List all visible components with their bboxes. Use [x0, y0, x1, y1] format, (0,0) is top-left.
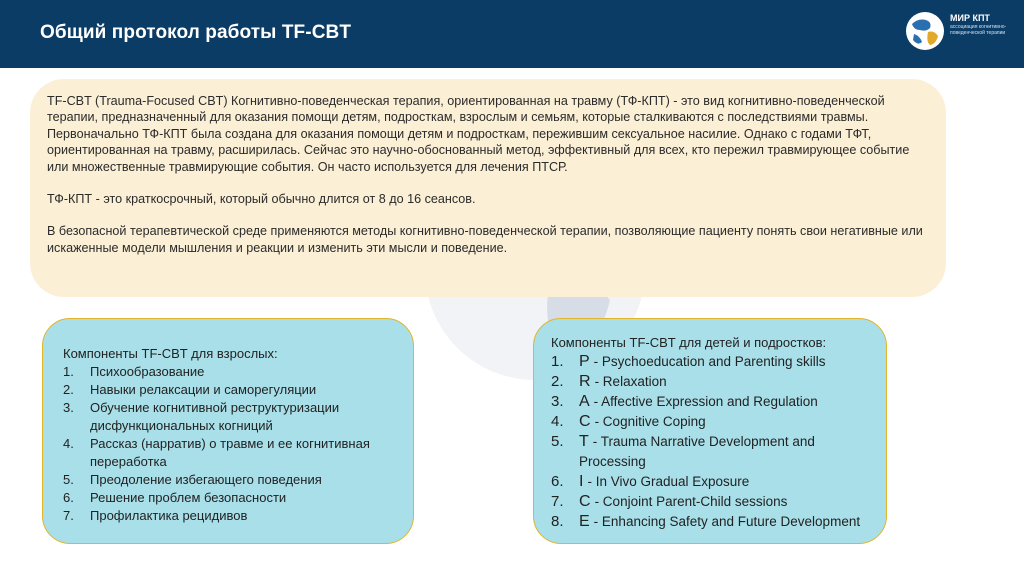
logo-text [950, 14, 1016, 36]
list-item-number: 7. [63, 508, 74, 523]
list-item [551, 392, 876, 412]
list-item-number: 1. [551, 353, 564, 370]
logo [904, 10, 1016, 58]
list-item [63, 399, 395, 435]
logo-subtitle: ассоциация когнитивно-поведенческой терапии [950, 24, 1007, 36]
list-item-number: 2. [63, 382, 74, 397]
list-item-text: Навыки релаксации и саморегуляции [90, 382, 317, 397]
intro-paragraph-3: ТФ-КПТ - это краткосрочный, который обычно длится от 8 до 16 сеансов. [47, 192, 476, 207]
list-item-letter: I [579, 473, 584, 490]
intro-panel [30, 79, 946, 297]
list-item-text: - In Vivo Gradual Exposure [587, 474, 750, 489]
list-item-letter: R [579, 373, 591, 390]
list-item [551, 492, 876, 512]
list-item [63, 381, 395, 399]
slide-header [0, 0, 1024, 68]
list-item-text: Психообразование [90, 364, 205, 379]
intro-definition: TF-CBT (Trauma-Focused CBT) Когнитивно-поведенческая терапия, ориентированная на травму (ТФ-КПТ) - [47, 94, 681, 108]
list-item-text: Преодоление избегающего поведения [90, 472, 322, 487]
list-item-text: - Psychoeducation and Parenting skills [593, 354, 826, 369]
list-item-number: 8. [551, 513, 564, 530]
list-item-number: 7. [551, 493, 564, 510]
children-components-list [551, 352, 876, 532]
adults-card-title: Компоненты TF-CBT для взрослых: [63, 346, 278, 361]
list-item [63, 471, 395, 489]
list-item [551, 372, 876, 392]
list-item-letter: T [579, 433, 589, 450]
globe-logo-icon [904, 10, 946, 52]
list-item-number: 3. [63, 400, 74, 415]
children-card-title: Компоненты TF-CBT для детей и подростков: [551, 335, 827, 350]
intro-paragraph-2: Первоначально ТФ-КПТ была создана для оказания помощи детям и подросткам, пережившим сексуальное насилие. Однако с годами ТФТ, ориентированная на травму, расширилась. Сейчас это научно-обоснованный метод, эффективный для всех, кто пережил травмирующее событие или множественные травмирующие события. Он часто используется для лечения ПТСР. [47, 126, 910, 174]
children-components-card [533, 318, 887, 544]
list-item [551, 432, 876, 472]
intro-definition-rest: это вид когнитивно-поведенческой терапии, предназначенный для оказания помощи детям, подросткам, взрослым и семьям, которые сталкиваются с последствиями травмы. [47, 94, 885, 125]
list-item-letter: P [579, 353, 590, 370]
list-item-text: - Trauma Narrative Development and Processing [579, 434, 815, 469]
list-item [63, 435, 395, 471]
list-item [63, 363, 395, 381]
list-item-number: 6. [63, 490, 74, 505]
list-item [551, 512, 876, 532]
list-item-text: - Conjoint Parent-Child sessions [594, 494, 788, 509]
list-item-text: Обучение когнитивной реструктуризации дисфункциональных когниций [90, 400, 340, 433]
list-item-number: 3. [551, 393, 564, 410]
adults-components-card [42, 318, 414, 544]
list-item-letter: C [579, 493, 591, 510]
list-item-letter: C [579, 413, 591, 430]
list-item [63, 489, 395, 507]
list-item-number: 6. [551, 473, 564, 490]
list-item-text: - Affective Expression and Regulation [593, 394, 818, 409]
list-item [551, 352, 876, 372]
intro-paragraph-4: В безопасной терапевтической среде применяются методы когнитивно-поведенческой терапии, позволяющие пациенту понять свои негативные или искаженные модели мышления и реакции и изменить эти мысли и поведение. [47, 224, 923, 255]
list-item-text: - Relaxation [594, 374, 667, 389]
list-item [551, 472, 876, 492]
list-item-text: - Enhancing Safety and Future Development [593, 514, 861, 529]
list-item-number: 5. [551, 433, 564, 450]
list-item [63, 507, 395, 525]
slide-title: Общий протокол работы TF-CBT [40, 22, 352, 43]
list-item-letter: E [579, 513, 590, 530]
list-item-number: 1. [63, 364, 74, 379]
list-item [551, 412, 876, 432]
list-item-number: 2. [551, 373, 564, 390]
list-item-letter: A [579, 393, 590, 410]
list-item-text: - Cognitive Coping [594, 414, 706, 429]
intro-paragraph-1 [47, 93, 926, 126]
list-item-text: Рассказ (нарратив) о травме и ее когнитивная переработка [90, 436, 370, 469]
list-item-number: 5. [63, 472, 74, 487]
list-item-number: 4. [63, 436, 74, 451]
list-item-text: Решение проблем безопасности [90, 490, 287, 505]
list-item-text: Профилактика рецидивов [90, 508, 248, 523]
list-item-number: 4. [551, 413, 564, 430]
logo-name: МИР КПТ [950, 13, 990, 23]
adults-components-list [63, 363, 395, 525]
